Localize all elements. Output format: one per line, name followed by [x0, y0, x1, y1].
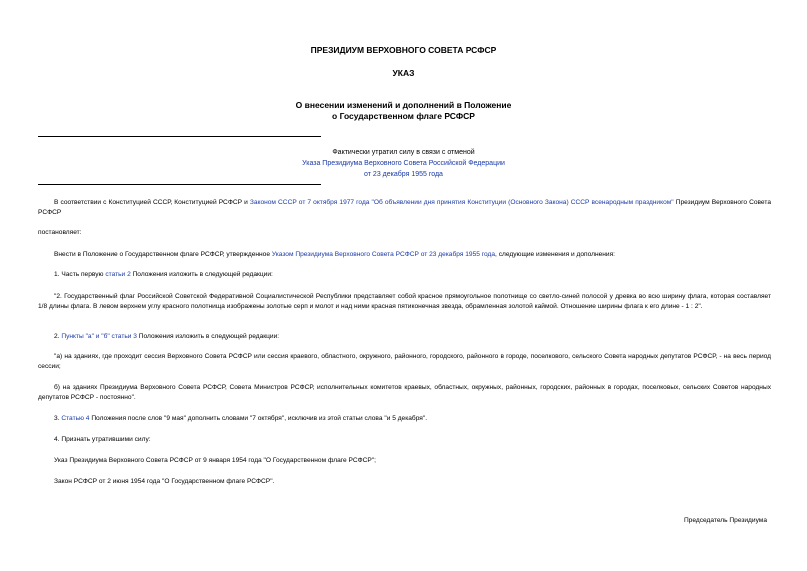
paragraph-item-2: 2. Пункты "а" и "б" статьи 3 Положения изложить в следующей редакции:	[54, 333, 280, 340]
paragraph-flag-description: "2. Государственный флаг Российской Советской Федеративной Социалистической Республики представляет собой красное прямоугольное полотнище со светло-синей полосой у древка во всю ширину флага, которая составляет 1/8 длины флага. В левом верхнем углу красного полотнища изображены золотые серп и молот и над ними красная пятиконечная звезда, обрамленная золотой каймой. Отношение ширины флага к его длине - 1 : 2".	[38, 293, 771, 310]
status-note	[0, 147, 807, 180]
law-link[interactable]: Законом СССР от 7 октября 1977 года "Об объявлении дня принятия Конституции (Основного Закона) СССР всенародным праздником"	[249, 199, 674, 206]
title-line-1: О внесении изменений и дополнений в Положение	[295, 100, 512, 110]
paragraph-item-3: 3. Статью 4 Положения после слов "9 мая" дополнить словами "7 октября", исключив из этой статьи слова "и 5 декабря".	[54, 415, 428, 422]
paragraph-preamble: В соответствии с Конституцией СССР, Конституцией РСФСР и Законом СССР от 7 октября 1977 года "Об объявлении дня принятия Конституции (Основного Закона) СССР всенародным праздником" Президиум Верховного Совета РСФСР	[38, 199, 771, 216]
paragraph-item-1: 1. Часть первую статьи 2 Положения изложить в следующей редакции:	[54, 271, 273, 278]
signature-title: Председатель Президиума	[683, 517, 767, 524]
divider-bottom	[38, 184, 321, 185]
paragraph-decree: постановляет:	[38, 229, 82, 236]
title-line-2: о Государственном флаге РСФСР	[332, 111, 475, 121]
paragraph-item-2a: "а) на зданиях, где проходит сессия Верховного Совета РСФСР или сессия краевого, областного, окружного, районного, городского, районного в городе, поселкового, сельского Совета народных депутатов РСФСР, - на весь период сессии;	[38, 353, 771, 370]
status-note-link-date[interactable]: от 23 декабря 1955 года	[364, 171, 443, 178]
paragraph-repealed-decree: Указ Президиума Верховного Совета РСФСР от 9 января 1954 года "О Государственном флаге РСФСР";	[54, 457, 376, 464]
paragraph-item-4: 4. Признать утратившими силу:	[54, 436, 151, 443]
status-note-line: Фактически утратил силу в связи с отменой	[332, 149, 475, 156]
doc-type-heading: УКАЗ	[392, 68, 415, 78]
authority-heading: ПРЕЗИДИУМ ВЕРХОВНОГО СОВЕТА РСФСР	[310, 45, 497, 55]
article-2-link[interactable]: статьи 2	[105, 271, 131, 278]
paragraph-amend-intro: Внести в Положение о Государственном флаге РСФСР, утвержденное Указом Президиума Верховного Совета РСФСР от 23 декабря 1955 года, следующие изменения и дополнения:	[54, 251, 616, 258]
paragraph-item-2b: б) на зданиях Президиума Верховного Совета РСФСР, Совета Министров РСФСР, исполнительных комитетов краевых, областных, окружных, районных, городских, районных в городах, поселковых, сельских Советов народных депутатов РСФСР - постоянно".	[38, 384, 771, 401]
article-3-link[interactable]: Пункты "а" и "б" статьи 3	[61, 333, 137, 340]
article-4-link[interactable]: Статью 4	[61, 415, 90, 422]
divider-top	[38, 136, 321, 137]
paragraph-repealed-law: Закон РСФСР от 2 июня 1954 года "О Государственном флаге РСФСР".	[54, 478, 275, 485]
status-note-link[interactable]: Указа Президиума Верховного Совета Российской Федерации	[302, 160, 505, 167]
decree-1955-link[interactable]: Указом Президиума Верховного Совета РСФСР от 23 декабря 1955 года	[271, 251, 496, 258]
